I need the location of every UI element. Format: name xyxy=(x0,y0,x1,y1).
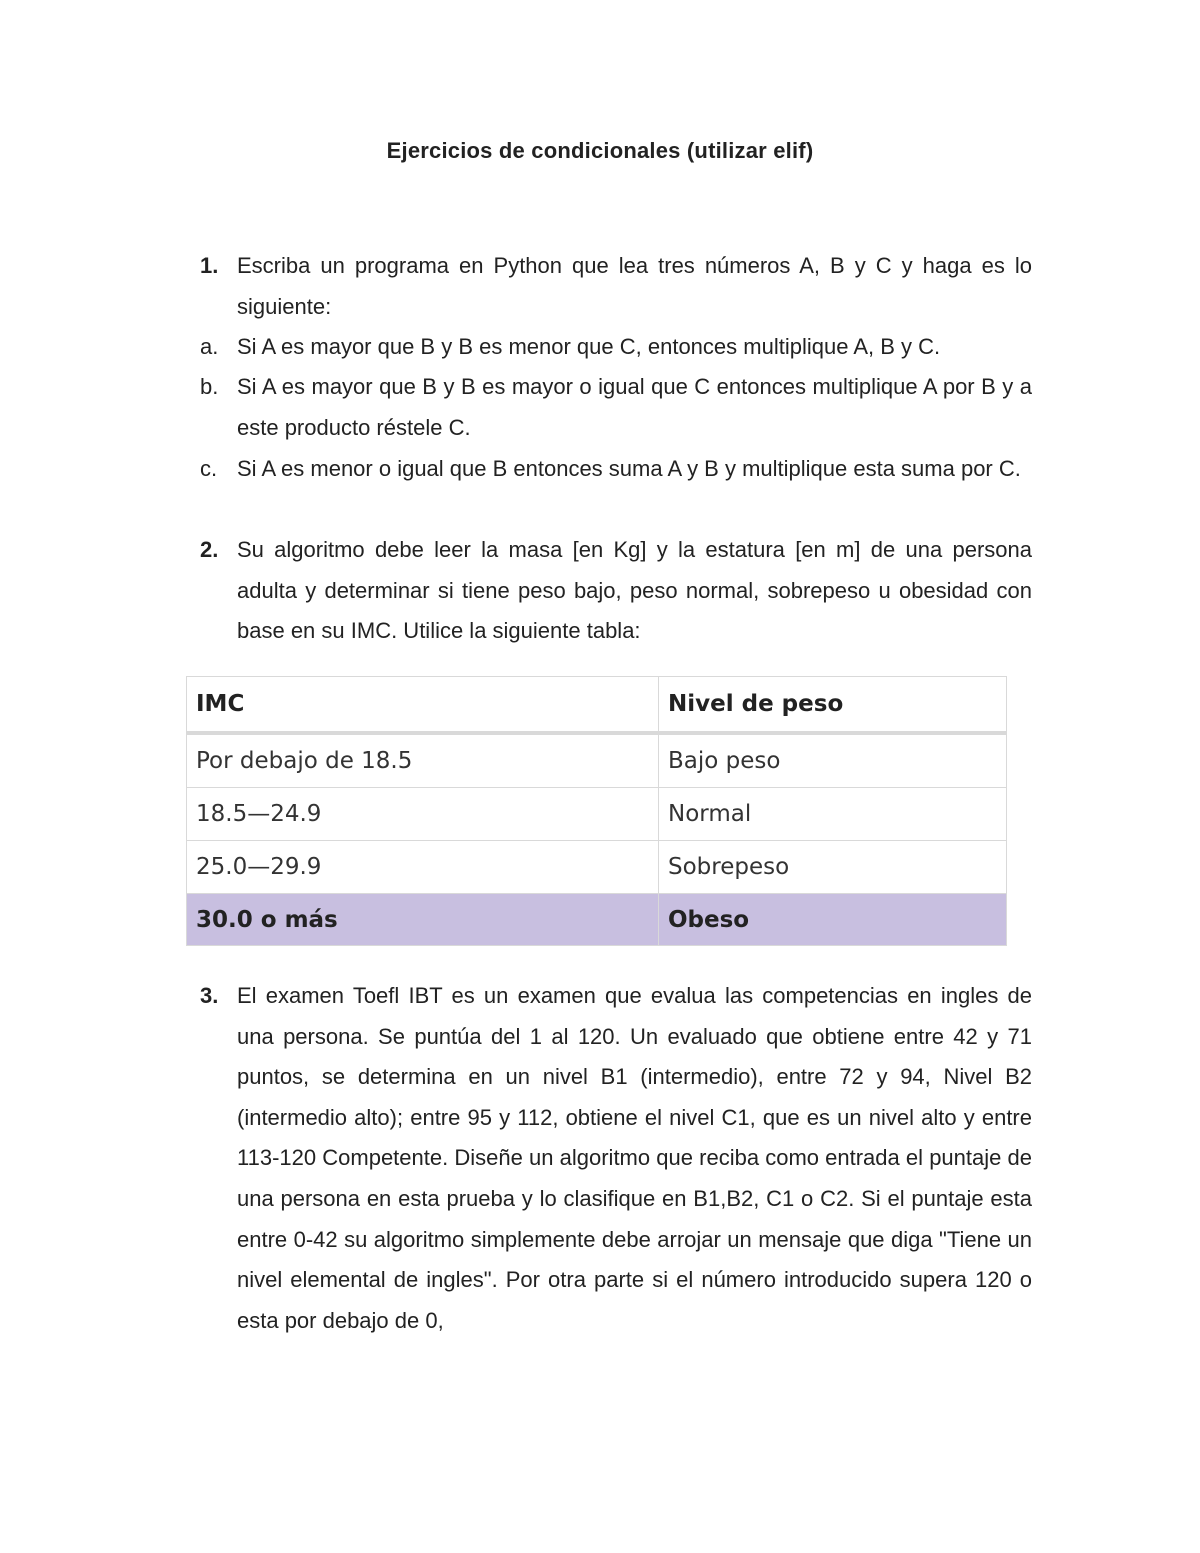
table-cell: Sobrepeso xyxy=(659,841,1007,894)
table-cell: 25.0—29.9 xyxy=(187,841,659,894)
table-row xyxy=(187,788,1007,841)
document-title: Ejercicios de condicionales (utilizar elif) xyxy=(386,138,814,163)
list-marker: c. xyxy=(200,456,218,481)
exercise-1 xyxy=(200,246,1032,327)
exercise-text: Si A es mayor que B y B es menor que C, entonces multiplique A, B y C. xyxy=(237,334,941,359)
list-marker: 3. xyxy=(200,983,219,1008)
exercise-text: Si A es mayor que B y B es mayor o igual que C entonces multiplique A por B y a este producto réstele C. xyxy=(237,374,1032,440)
table-header-nivel: Nivel de peso xyxy=(659,677,1007,734)
exercise-text: Su algoritmo debe leer la masa [en Kg] y la estatura [en m] de una persona adulta y determinar si tiene peso bajo, peso normal, sobrepeso u obesidad con base en su IMC. Utilice la siguiente tabla: xyxy=(237,537,1032,644)
table-cell: Obeso xyxy=(659,894,1007,946)
table-cell: Bajo peso xyxy=(659,733,1007,788)
list-marker: 1. xyxy=(200,253,219,278)
table-row xyxy=(187,841,1007,894)
exercise-1c xyxy=(200,449,1032,490)
exercise-1b xyxy=(200,367,1032,448)
table-cell: 30.0 o más xyxy=(187,894,659,946)
exercise-text: Si A es menor o igual que B entonces suma A y B y multiplique esta suma por C. xyxy=(237,456,1021,481)
exercise-text: Escriba un programa en Python que lea tres números A, B y C y haga es lo siguiente: xyxy=(237,253,1032,319)
table-header-row xyxy=(187,677,1007,734)
exercise-1a xyxy=(200,327,1032,368)
imc-table xyxy=(186,676,1007,946)
list-marker: a. xyxy=(200,334,219,359)
table-row-highlighted xyxy=(187,894,1007,946)
table-header-imc: IMC xyxy=(187,677,659,734)
list-marker: b. xyxy=(200,374,219,399)
list-marker: 2. xyxy=(200,537,219,562)
exercise-3 xyxy=(200,976,1032,1341)
table-row xyxy=(187,733,1007,788)
table-cell: Normal xyxy=(659,788,1007,841)
exercise-2 xyxy=(200,530,1032,652)
table-cell: Por debajo de 18.5 xyxy=(187,733,659,788)
table-cell: 18.5—24.9 xyxy=(187,788,659,841)
exercise-text: El examen Toefl IBT es un examen que evalua las competencias en ingles de una persona. Se puntúa del 1 al 120. Un evaluado que obtiene entre 42 y 71 puntos, se determina en un nivel B1 (intermedio), entre 72 y 94, Nivel B2 (intermedio alto); entre 95 y 112, obtiene el nivel C1, que es un nivel alto y entre 113-120 Competente. Diseñe un algoritmo que reciba como entrada el puntaje de una persona en esta prueba y lo clasifique en B1,B2, C1 o C2. Si el puntaje esta entre 0-42 su algoritmo simplemente debe arrojar un mensaje que diga "Tiene un nivel elemental de ingles". Por otra parte si el número introducido supera 120 o esta por debajo de 0, xyxy=(237,983,1032,1333)
